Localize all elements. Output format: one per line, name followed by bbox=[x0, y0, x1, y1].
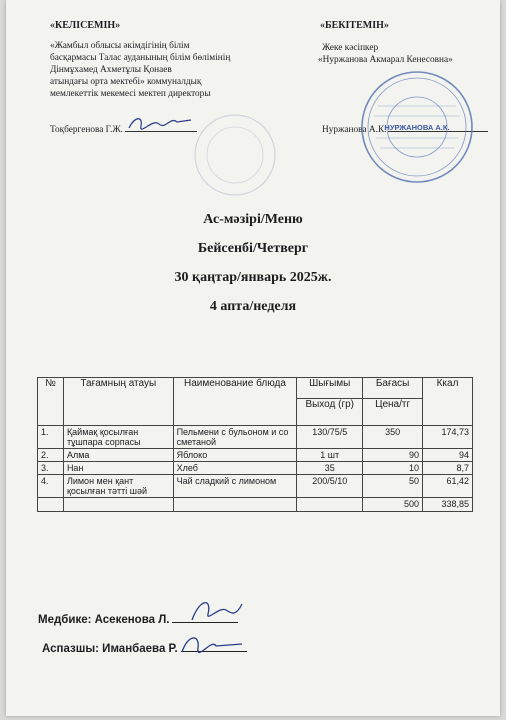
approval-left-text bbox=[50, 40, 290, 100]
approval-left-line: «Жамбыл облысы әкімдігінің білім bbox=[50, 41, 190, 51]
cell-kcal: 61,42 bbox=[423, 475, 473, 498]
cell-output: 200/5/10 bbox=[297, 475, 363, 498]
header-price-kz: Бағасы bbox=[363, 378, 423, 399]
cell-num: 2. bbox=[38, 449, 64, 462]
cell-name-ru: Хлеб bbox=[173, 462, 297, 475]
table-header-row bbox=[38, 378, 473, 399]
cell-output: 35 bbox=[297, 462, 363, 475]
cell-kcal: 8,7 bbox=[423, 462, 473, 475]
cook-name: Аспазшы: Иманбаева Р. bbox=[42, 643, 178, 655]
header-price-ru: Цена/тг bbox=[363, 399, 423, 426]
approval-left-line: Дінмұхамед Ахметұлы Қонаев bbox=[50, 65, 172, 75]
cell-name-ru: Чай сладкий с лимоном bbox=[173, 475, 297, 498]
cell-num: 4. bbox=[38, 475, 64, 498]
week-title: 4 апта/неделя bbox=[209, 299, 297, 314]
handwritten-signature-icon bbox=[186, 596, 246, 626]
approval-left-line: басқармасы Талас ауданының білім бөлімінің bbox=[50, 53, 231, 63]
right-signer-name: Нуржанова А.К. bbox=[322, 125, 387, 135]
header-name-kz: Тағамның атауы bbox=[63, 378, 173, 426]
handwritten-signature-icon bbox=[178, 630, 248, 658]
cell-name-ru: Яблоко bbox=[173, 449, 297, 462]
header-name-ru: Наименование блюда bbox=[173, 378, 297, 426]
table-row bbox=[38, 426, 473, 449]
cell-num: 3. bbox=[38, 462, 64, 475]
faint-seal-icon bbox=[190, 110, 280, 200]
cell-price: 350 bbox=[363, 426, 423, 449]
header-output-ru: Выход (гр) bbox=[297, 399, 363, 426]
date-title: 30 қаңтар/январь 2025ж. bbox=[174, 270, 332, 285]
table-row bbox=[38, 462, 473, 475]
cell-price: 50 bbox=[363, 475, 423, 498]
header-num: № bbox=[38, 378, 64, 426]
approval-left-line: атындағы орта мектебі» коммуналдық bbox=[50, 77, 202, 87]
header-kcal: Ккал bbox=[423, 378, 473, 426]
cell-name-kz: Қаймақ қосылған тұшпара сорпасы bbox=[63, 426, 173, 449]
menu-table bbox=[37, 377, 473, 512]
cell-kcal: 94 bbox=[423, 449, 473, 462]
cell-price: 90 bbox=[363, 449, 423, 462]
left-signer-name: Тоқбергенова Г.Ж. bbox=[50, 125, 123, 135]
total-price: 500 bbox=[363, 498, 423, 512]
nurse-name: Медбике: Асекенова Л. bbox=[38, 614, 170, 626]
total-kcal: 338,85 bbox=[423, 498, 473, 512]
cell-num: 1. bbox=[38, 426, 64, 449]
stamp-center-text: НУРЖАНОВА А.К. bbox=[384, 123, 450, 132]
cell-output: 130/75/5 bbox=[297, 426, 363, 449]
cell-name-ru: Пельмени с бульоном и со сметаной bbox=[173, 426, 297, 449]
cell-kcal: 174,73 bbox=[423, 426, 473, 449]
approval-left-line: мемлекеттік мекемесі мектеп директоры bbox=[50, 89, 211, 99]
cell-name-kz: Алма bbox=[63, 449, 173, 462]
table-total-row bbox=[38, 498, 473, 512]
approval-right-line: «Нуржанова Акмарал Кенесовна» bbox=[318, 55, 453, 65]
day-title: Бейсенбі/Четверг bbox=[197, 241, 309, 256]
handwritten-signature-icon bbox=[125, 112, 195, 134]
round-stamp-icon bbox=[358, 68, 476, 186]
cell-output: 1 шт bbox=[297, 449, 363, 462]
approval-right-line: Жеке кәсіпкер bbox=[322, 43, 379, 53]
table-row bbox=[38, 475, 473, 498]
menu-title: Ас-мәзірі/Меню bbox=[203, 212, 303, 227]
table-row bbox=[38, 449, 473, 462]
approval-right-heading: «БЕКІТЕМІН» bbox=[320, 20, 389, 31]
header-output-kz: Шығымы bbox=[297, 378, 363, 399]
approval-right-text bbox=[318, 42, 498, 66]
cell-name-kz: Нан bbox=[63, 462, 173, 475]
cell-price: 10 bbox=[363, 462, 423, 475]
cell-name-kz: Лимон мен қант қосылған тәтті шәй bbox=[63, 475, 173, 498]
approval-left-heading: «КЕЛІСЕМІН» bbox=[50, 20, 121, 31]
